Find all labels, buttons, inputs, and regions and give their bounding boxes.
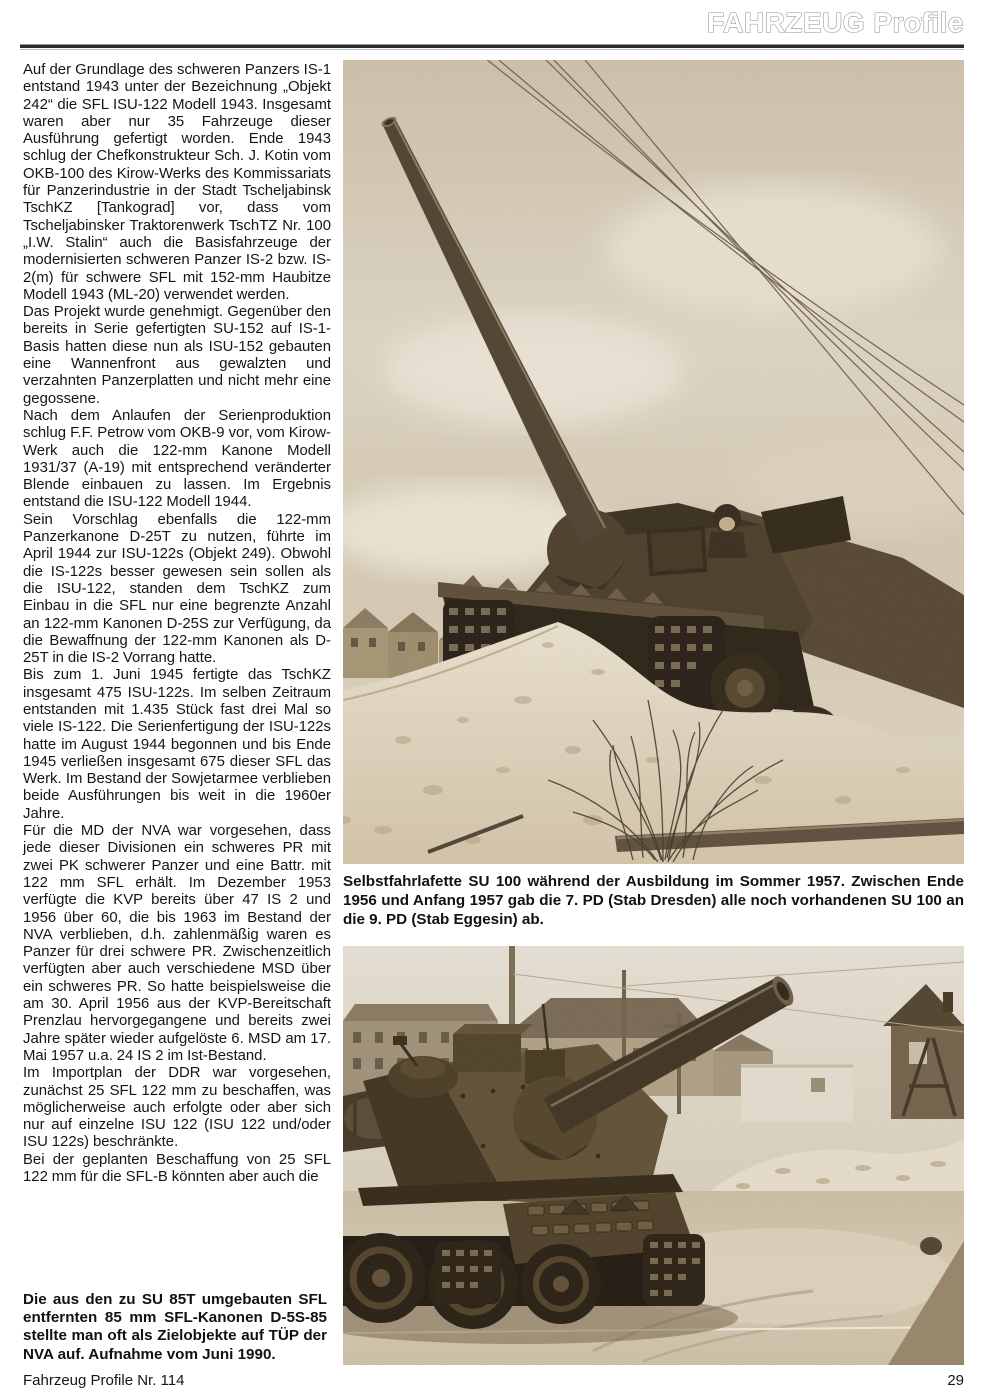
article-text-column [23,62,331,1186]
body-paragraph: Sein Vorschlag ebenfalls die 122-mm Panzerkanone D-25T zu nutzen, führte im April 1944 zur ISU-122s (Objekt 249). Obwohl die IS-122s besser gewesen sein sollen als die ISU-122, standen dem TschKZ zum Einbau in die SFL nur eine begrenzte Anzahl an 122-mm Kanonen D-25S zur Verfügung, da die Bewaffnung der 122-mm Kanonen als D-25T in die IS-2 Vorrang hatte. [23,511,331,667]
photo-su100-training-image [343,60,964,864]
body-paragraph: Im Importplan der DDR war vorgesehen, zunächst 25 SFL 122 mm zu beschaffen, was möglicherweise auch erfolgte oder aber sich nur auf einzelne ISU 122 (ISU 122 und/oder ISU 122s) beschränkte. [23,1065,331,1151]
body-paragraph: Auf der Grundlage des schweren Panzers IS-1 entstand 1943 unter der Bezeichnung „Objekt 242“ die SFL ISU-122 Modell 1943. Insgesamt waren aber nur 35 Fahrzeuge dieser Ausführung gefertigt worden. Ende 1943 schlug der Chefkonstrukteur Sch. J. Kotin vom OKB-100 des Kirow-Werks des Kommissariats für Panzerindustrie in der Stadt Tscheljabinsk TschKZ [Tankograd] vor, dass vom Tscheljabinsker Traktorenwerk TschTZ Nr. 100 „I.W. Stalin“ auch die Basisfahrzeuge der modernisierten schweren Panzer IS-2 bzw. IS-2(m) für schwere SFL mit 152-mm Haubitze Modell 1943 (ML-20) verwendet werden. [23,62,331,303]
photo-su100-training [343,60,964,864]
footer-page-number: 29 [947,1372,964,1389]
photo-su100-target [343,946,964,1365]
photo-caption-su100-target: Die aus den zu SU 85T umgebauten SFL entfernten 85 mm SFL-Kanonen D-5S-85 stellte man oft als Zielobjekte auf TÜP der NVA auf. Aufnahme vom Juni 1990. [23,1291,327,1363]
footer-issue-label: Fahrzeug Profile Nr. 114 [23,1372,185,1389]
photo-su100-target-image [343,946,964,1365]
header-brand [666,0,966,44]
body-paragraph: Bei der geplanten Beschaffung von 25 SFL 122 mm für die SFL-B könnten aber auch die [23,1151,331,1185]
photo-caption-su100-training: Selbstfahrlafette SU 100 während der Ausbildung im Sommer 1957. Zwischen Ende 1956 und Anfang 1957 gab die 7. PD (Stab Dresden) alle noch vorhandenen SU 100 an die 9. PD (Stab Eggesin) ab. [343,873,964,928]
body-paragraph: Nach dem Anlaufen der Serienproduktion schlug F.F. Petrow vom OKB-9 vor, vom Kirow-Werk auch die 122-mm Kanone Modell 1931/37 (A-19) mit entsprechend veränderter Blende einbauen zu lassen. Im Ergebnis entstand die ISU-122 Modell 1944. [23,407,331,511]
body-paragraph: Für die MD der NVA war vorgesehen, dass jede dieser Divisionen ein schweres PR mit zwei PK schwerer Panzer und eine Battr. mit 122 mm SFL erhält. Im Dezember 1953 verfügte die KVP bereits über 47 IS 2 und 1956 über 60, die bis 1963 im Bestand der NVA verblieben, d.h. zahlenmäßig waren es Panzer für drei schwere PR. Zwischenzeitlich verfügten aber auch verschiedene MSD über ein schweres PR. So hatte beispielsweise die am 30. April 1956 aus der KVP-Bereitschaft Prenzlau hervorgegangene und bereits zwei Jahre später wieder aufgelöste 6. MSD am 17. Mai 1957 u.a. 24 IS 2 im Ist-Bestand. [23,823,331,1064]
header-rule [20,44,964,50]
body-paragraph: Bis zum 1. Juni 1945 fertigte das TschKZ insgesamt 475 ISU-122s. Im selben Zeitraum entstanden mit 1.435 Stück fast drei Mal so viele IS-122. Die Serienfertigung der ISU-122s hatte im August 1944 begonnen und bis Ende 1945 verließen insgesamt 675 dieser SFL das Werk. Im Bestand der Sowjetarmee verblieben beide Ausführungen bis weit in die 1960er Jahre. [23,667,331,822]
header-brand-text: FAHRZEUG Profile [707,7,964,38]
body-paragraph: Das Projekt wurde genehmigt. Gegenüber den bereits in Serie gefertigten SU-152 auf IS-1-Basis hatten diese nun als ISU-152 gebauten eine Wannenfront aus gewalzten und verzahnten Panzerplatten und nicht mehr eine gegossene. [23,304,331,407]
